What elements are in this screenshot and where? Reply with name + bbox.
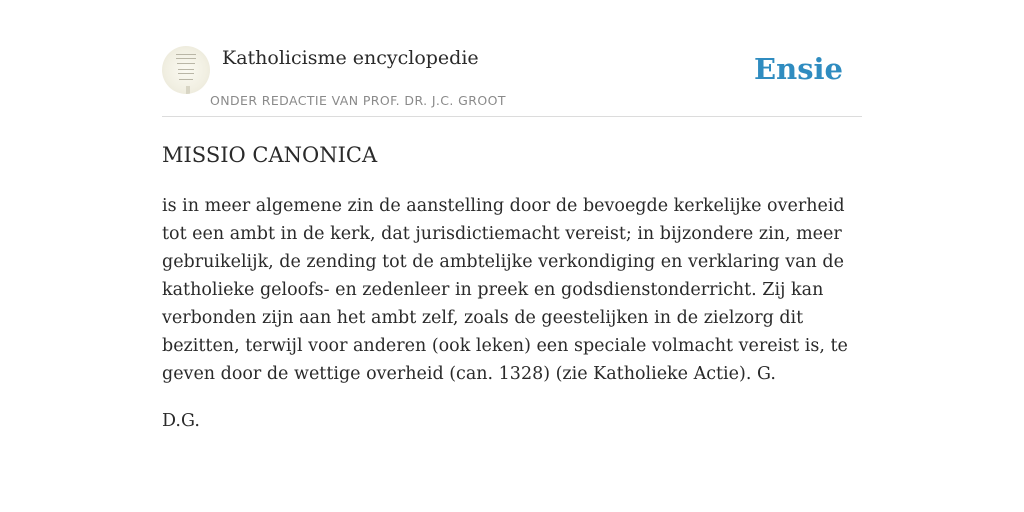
site-header xyxy=(162,0,862,117)
entry-body: is in meer algemene zin de aanstelling door de bevoegde kerkelijke overheid tot een ambt in de kerk, dat jurisdictiemacht vereist; in bijzondere zin, meer gebruikelijk, de zending tot de ambtelijke verkondiging en verklaring van de katholieke geloofs- en zedenleer in preek en godsdienstonderricht. Zij kan verbonden zijn aan het ambt zelf, zoals de geestelijken in de zielzorg dit bezitten, terwijl voor anderen (ook leken) een speciale volmacht vereist is, te geven door de wettige overheid (can. 1328) (zie Katholieke Actie). G. xyxy=(162,196,848,384)
page xyxy=(162,0,862,512)
book-cover-icon[interactable] xyxy=(162,46,210,94)
editor-subtitle: ONDER REDACTIE VAN PROF. DR. J.C. GROOT xyxy=(210,93,506,108)
brand-logo-link[interactable]: Ensie xyxy=(754,52,843,86)
site-title[interactable]: Katholicisme encyclopedie xyxy=(222,47,479,69)
entry-author: D.G. xyxy=(162,411,200,431)
entry-title: MISSIO CANONICA xyxy=(162,143,378,167)
